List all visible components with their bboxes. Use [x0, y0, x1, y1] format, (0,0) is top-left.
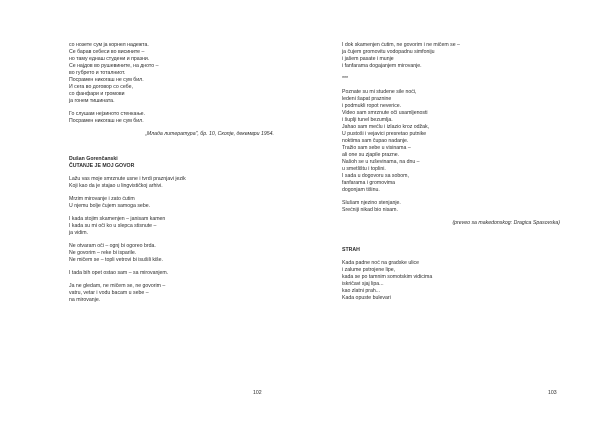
poem-line: I kada stojim skamenjen – janisam kamen [69, 216, 166, 222]
poem-line: I tada bih opet ostao sam – sa mirovanjem. [69, 270, 169, 276]
publication-citation: „Млада литература", бр. 10, Скопје, декември 1954. [145, 131, 274, 137]
stanza-2 [69, 196, 274, 210]
poem-line: во губрето и тоталниот. [69, 70, 126, 76]
poem-block-1 [69, 42, 274, 105]
poem-line: i šuplji tunel bezumlja. [342, 117, 393, 123]
poem-line: u smetlištu i toplini. [342, 166, 386, 172]
poem-line: kao zlatni prah... [342, 288, 381, 294]
poem-title: ČUTANJE JE MOJ GOVOR [69, 163, 135, 169]
poem-line: но таму еднаш студени и празни. [69, 56, 150, 62]
poem-line: Ne otvaram oči – ognj bi ogoreo brda. [69, 243, 156, 249]
poem-line: kada se po tamnim somotskim vidicima [342, 274, 433, 280]
poem-line: dogonjam tišinu. [342, 187, 380, 193]
poem-line: i podmukli ropot neverice. [342, 103, 402, 109]
poem-line: И сега во договор со себе, [69, 84, 133, 90]
page-number: 102 [253, 390, 262, 396]
poem-line: со нозете сум ја корнел надежта. [69, 42, 149, 48]
poem-line: fanfarama i gromovima [342, 180, 396, 186]
poem-line: Jahao sam mećlu i izlazio kroz odžak, [342, 124, 430, 130]
poem-line: I kada su mi oči ko u slepca stisnute – [69, 223, 157, 229]
poem-line: Kada opuste bulevari [342, 295, 391, 301]
poem-line: I dok skamenjen ćutim, ne govorim i ne mičem se – [342, 42, 460, 48]
stanza-5 [69, 270, 274, 277]
poem-line: iskričavi sjaj lipa... [342, 281, 384, 287]
right-page [300, 0, 600, 423]
poem-line: Srećniji nikad bio nisam. [342, 207, 398, 213]
section-separator: *** [342, 76, 349, 82]
stanza-2 [342, 89, 560, 194]
left-page-content [69, 42, 274, 304]
poem-line: Ja ne gledam, ne mičem se, ne govorim – [69, 283, 166, 289]
poem-line: Poznate su mi studene sile noći, [342, 89, 417, 95]
translation-note: (preveo sa makedonskog: Dragica Spasovska) [452, 220, 560, 226]
poem-line: Ne govorim – reke bi isparile. [69, 250, 137, 256]
poem-line: U pustoši i vejavici presretao putnike [342, 131, 427, 137]
poem-block-2 [69, 111, 274, 125]
poem-line: I sada u dogovoru sa sobom, [342, 173, 409, 179]
poem-line: Посрамен никогаш не сум бил. [69, 77, 144, 83]
poem-line: Mrzim mirovanje i zato ćutim [69, 196, 135, 202]
poem-line: i jašem pasate i munje [342, 56, 394, 62]
poem-line: Video sam smrznute oči usamljenosti [342, 110, 428, 116]
stanza-1 [342, 42, 560, 70]
poem-line: na mirovanje. [69, 297, 101, 303]
poem-line: Lažu vas moje smrznute usne i tvrdi praznjavi jezik [69, 176, 186, 182]
poem-line: ja vidim. [69, 230, 89, 236]
stanza-3 [342, 200, 560, 214]
stanza-4 [342, 260, 560, 302]
author-name: Dušan Gorenčanski [69, 156, 118, 162]
poem-line: Ne mičem se – topli vetrovi bi isušili kiše. [69, 257, 163, 263]
poem-line: vatru, vetar i vodu bacam u sebe – [69, 290, 149, 296]
poem-line: Kada padne noć na gradske ulice [342, 260, 420, 266]
stanza-3 [69, 216, 274, 237]
poem-line: Koji kao da je stajao u lingvističkoj arhivi. [69, 183, 163, 189]
poem-line: ја гонем тишината. [69, 98, 115, 104]
poem-title: STRAH [342, 247, 360, 253]
poem-line: Се најдов во рушевините, на дното – [69, 63, 159, 69]
poem-line: со фанфари и громови [69, 91, 125, 97]
poem-line: Našoh se u ruševinama, na dnu – [342, 159, 420, 165]
page-number: 103 [548, 390, 557, 396]
poem-line: i fanfarama dogajanjem mirovanje. [342, 63, 422, 69]
stanza-6 [69, 283, 274, 304]
stanza-4 [69, 243, 274, 264]
poem-line: Го слушам нејзиното стенкање. [69, 111, 145, 117]
poem-line: Посрамен никогаш не сум бил. [69, 118, 144, 124]
poem-line: ali one su zjapile prazne. [342, 152, 400, 158]
right-page-content [342, 42, 560, 302]
poem-line: Slušam njezino stenjanje. [342, 200, 401, 206]
poem-line: Се барав себеси во висините – [69, 49, 145, 55]
poem-line: U njemu bolje čujem samoga sebe. [69, 203, 151, 209]
poem-line: noktima sam čupao nadanje. [342, 138, 409, 144]
stanza-1 [69, 176, 274, 190]
poem-line: ja čujem gromovitu vodopadnu simfoniju [342, 49, 435, 55]
poem-line: ledeni šapat praznine [342, 96, 392, 102]
poem-line: i zalume pstrojene lipe, [342, 267, 396, 273]
poem-line: Tražio sam sebe u visinama – [342, 145, 411, 151]
